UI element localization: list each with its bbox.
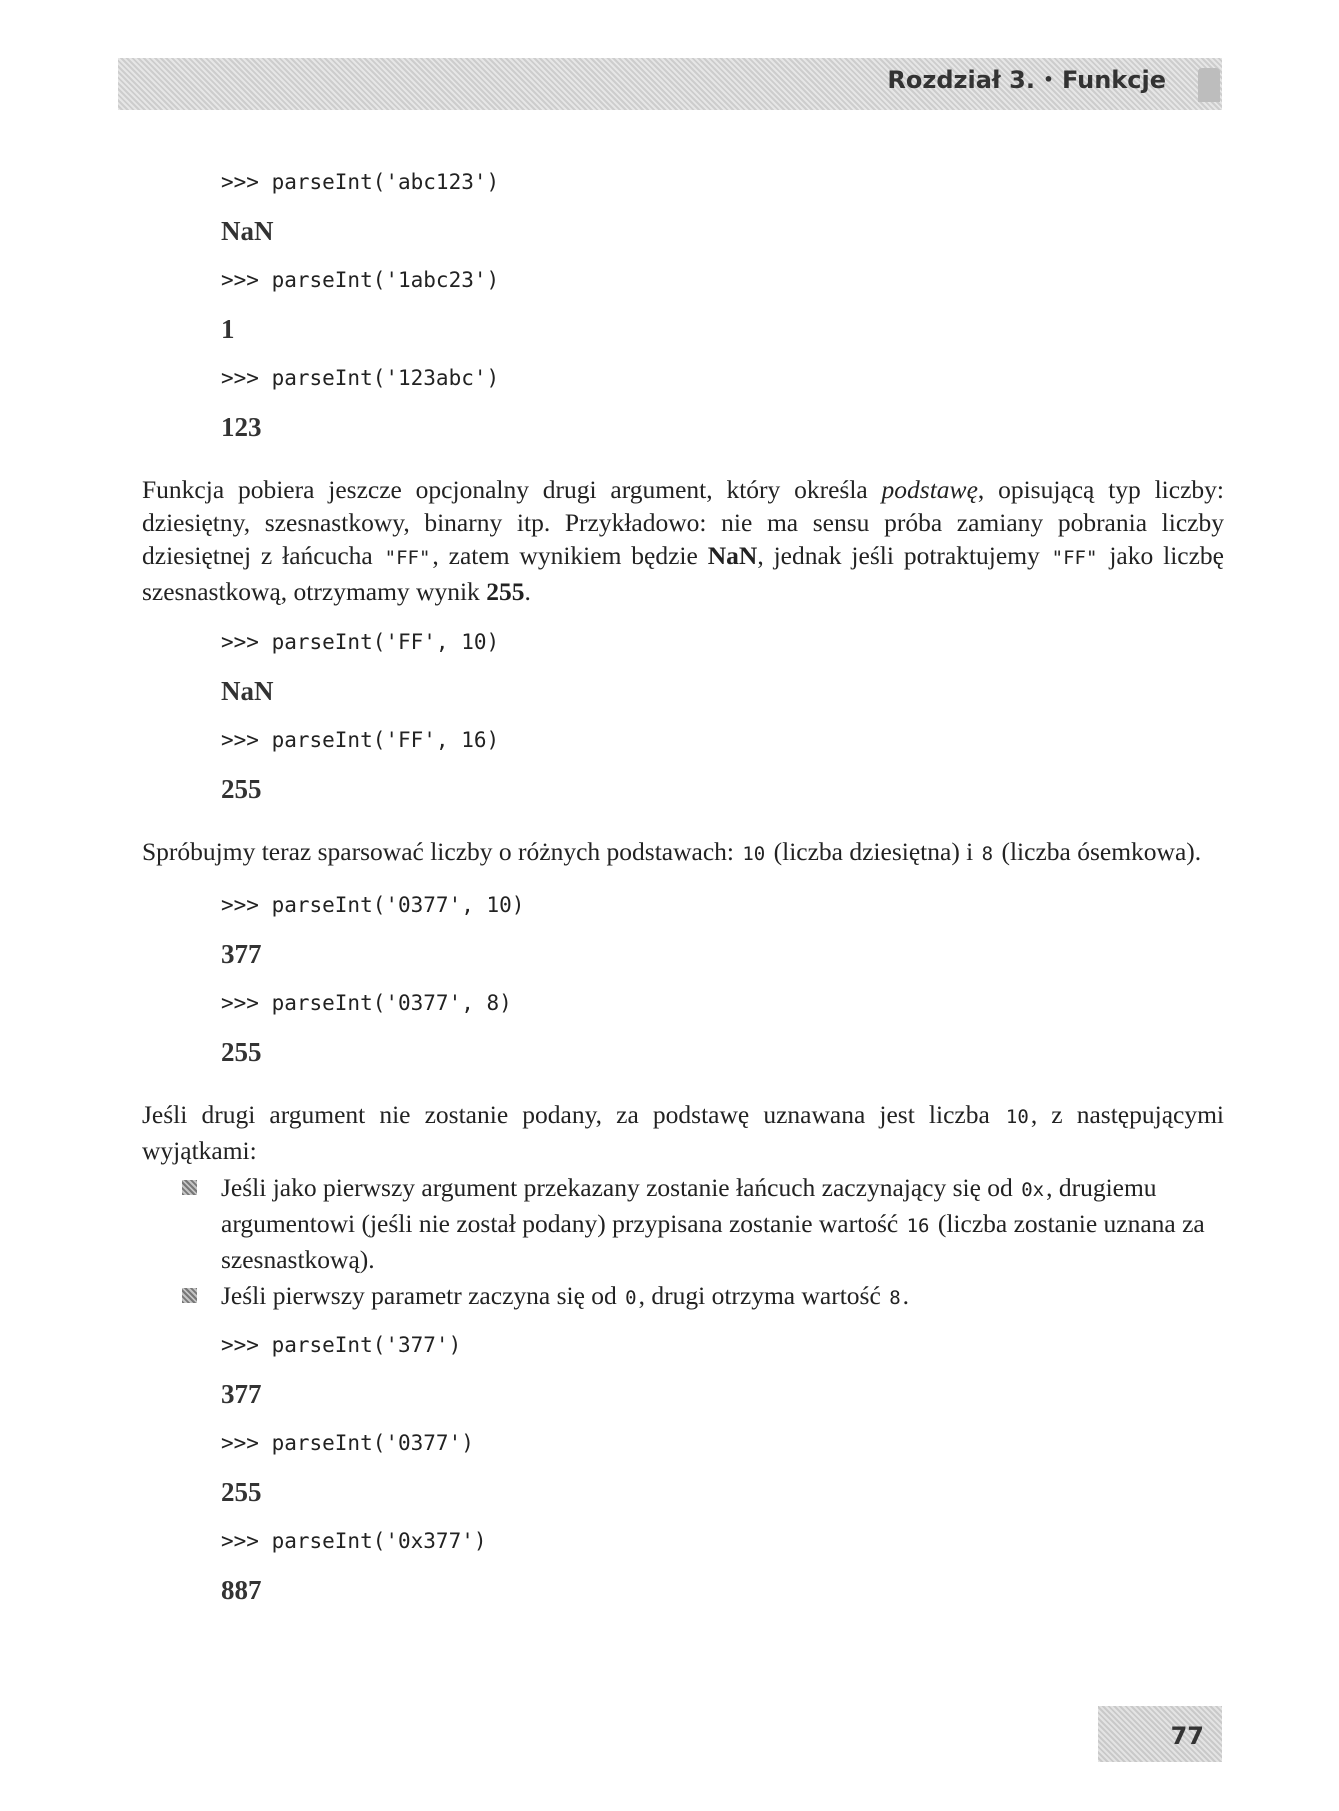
running-header: [118, 58, 1222, 110]
exception-list: [142, 1171, 1224, 1315]
inline-code: 10: [742, 843, 766, 865]
bold-value: NaN: [707, 541, 758, 570]
code-line: >>> parseInt('0377', 8): [221, 991, 512, 1015]
text-run: (liczba dziesiętna) i: [773, 837, 974, 866]
code-output: 255: [221, 1477, 262, 1507]
inline-code: 8: [981, 843, 994, 865]
inline-code: 8: [889, 1287, 901, 1309]
code-line: >>> parseInt('377'): [221, 1333, 462, 1357]
code-output: 887: [221, 1575, 262, 1605]
text-run: .: [902, 1281, 910, 1310]
code-line: >>> parseInt('1abc23'): [221, 268, 500, 292]
code-output: NaN: [221, 676, 274, 706]
text-run: Jeśli drugi argument nie zostanie podany, za podstawę uznawana jest liczba: [142, 1100, 990, 1129]
inline-code: "FF": [384, 547, 431, 569]
code-example-1: [142, 158, 1224, 452]
bullet-square-icon: [182, 1180, 197, 1195]
page-tab-marker: [1198, 68, 1220, 102]
inline-code: 10: [1005, 1106, 1029, 1128]
paragraph-bases: [142, 835, 1224, 871]
inline-code: "FF": [1051, 547, 1098, 569]
text-run: Jeśli pierwszy parametr zaczyna się od: [221, 1281, 617, 1310]
page-number: 77: [1170, 1722, 1204, 1750]
list-item: [142, 1279, 1224, 1315]
code-example-4: [142, 1321, 1224, 1615]
code-output: NaN: [221, 216, 274, 246]
code-output: 255: [221, 774, 262, 804]
text-run: Jeśli jako pierwszy argument przekazany zostanie łańcuch zaczynający się od: [221, 1173, 1013, 1202]
code-output: 1: [221, 314, 235, 344]
code-output: 255: [221, 1037, 262, 1067]
separator-bullet: •: [1043, 70, 1054, 89]
inline-code: 0: [625, 1287, 637, 1309]
text-run: , opisującą typ liczby: dziesiętny, szesnastkowy, binarny itp. Przykładowo: nie ma sensu próba zamiany pobrania liczby dziesiętnej z łańcucha: [142, 475, 1224, 570]
page-content: [142, 158, 1224, 1615]
inline-code: 16: [906, 1215, 930, 1237]
list-item: [142, 1171, 1224, 1276]
inline-code: 0x: [1021, 1179, 1045, 1201]
text-run: , zatem wynikiem będzie: [432, 541, 708, 570]
code-example-3: [142, 881, 1224, 1077]
text-run: , jednak jeśli potraktujemy: [757, 541, 1050, 570]
code-output: 377: [221, 939, 262, 969]
code-output: 377: [221, 1379, 262, 1409]
code-line: >>> parseInt('0377', 10): [221, 893, 525, 917]
paragraph-default-base: [142, 1098, 1224, 1167]
text-run: .: [524, 577, 531, 606]
text-run: (liczba zostanie uznana za szesnastkową).: [221, 1209, 1205, 1274]
chapter-title: [887, 66, 1166, 94]
emphasis-term: podstawę: [881, 475, 978, 504]
code-line: >>> parseInt('0377'): [221, 1431, 474, 1455]
chapter-label: Rozdział 3.: [887, 66, 1035, 94]
page-number-box: [1098, 1706, 1222, 1762]
text-run: , z następującymi wyjątkami:: [142, 1100, 1225, 1165]
text-run: (liczba ósemkowa).: [1001, 837, 1202, 866]
section-label: Funkcje: [1061, 66, 1166, 94]
bullet-square-icon: [182, 1288, 197, 1303]
paragraph-radix: [142, 473, 1224, 608]
code-line: >>> parseInt('abc123'): [221, 170, 500, 194]
code-example-2: [142, 618, 1224, 814]
text-run: , drugiemu argumentowi (jeśli nie został podany) przypisana zostanie wartość: [221, 1173, 1157, 1238]
text-run: , drugi otrzyma wartość: [638, 1281, 881, 1310]
text-run: Spróbujmy teraz sparsować liczby o różnych podstawach:: [142, 837, 734, 866]
text-run: jako liczbę szesnastkową, otrzymamy wynik: [142, 541, 1224, 606]
code-line: >>> parseInt('FF', 10): [221, 630, 500, 654]
code-line: >>> parseInt('123abc'): [221, 366, 500, 390]
code-line: >>> parseInt('0x377'): [221, 1529, 487, 1553]
bold-value: 255: [486, 577, 525, 606]
code-output: 123: [221, 412, 262, 442]
code-line: >>> parseInt('FF', 16): [221, 728, 500, 752]
text-run: Funkcja pobiera jeszcze opcjonalny drugi argument, który określa: [142, 475, 882, 504]
